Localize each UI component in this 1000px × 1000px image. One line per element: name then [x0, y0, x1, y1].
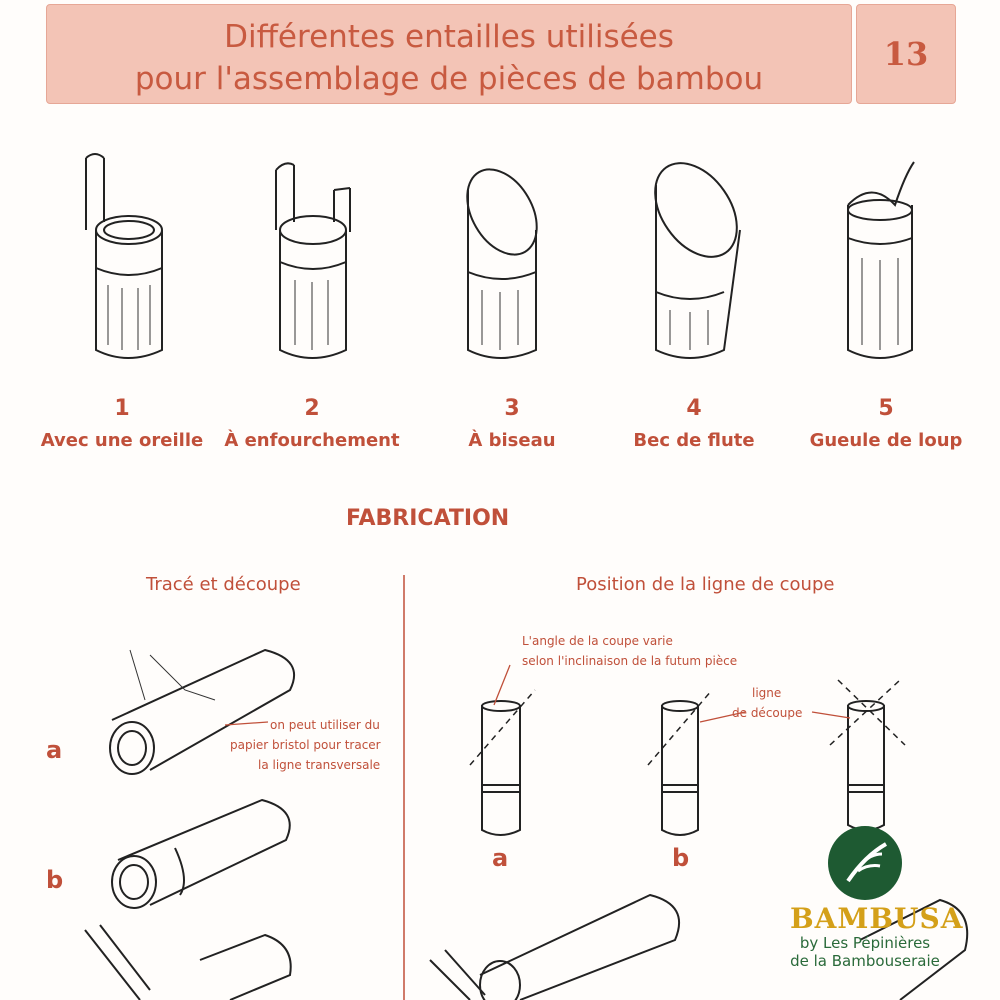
notch-5-name: Gueule de loup: [809, 430, 963, 451]
cut-line-note-line-1: ligne: [752, 686, 782, 700]
step-b-label: b: [46, 866, 64, 894]
saw-cut-illustration: [430, 895, 679, 1000]
logo-tagline-1: by Les Pépinières: [799, 934, 931, 952]
cut-position-b-illustration: [648, 690, 745, 835]
page-number: 13: [856, 4, 956, 104]
notch-3-name: À biseau: [468, 430, 556, 451]
bristol-note-line-2: papier bristol pour tracer: [230, 738, 381, 752]
notch-1-name: Avec une oreille: [40, 430, 204, 451]
cut-position-a-illustration: [470, 665, 535, 835]
logo-tagline-2: de la Bambouseraie: [790, 952, 940, 970]
notch-1-illustration: [86, 154, 162, 358]
notch-4-illustration: [638, 148, 753, 358]
notch-5-number: 5: [878, 396, 894, 421]
angle-note-line-2: selon l'inclinaison de la futum pièce: [522, 654, 738, 668]
notch-4-number: 4: [686, 396, 702, 421]
notch-4-name: Bec de flute: [633, 430, 755, 451]
notch-5-illustration: [848, 162, 914, 358]
notch-3-illustration: [453, 157, 551, 358]
right-section-title: Position de la ligne de coupe: [576, 574, 835, 595]
cut-position-b-label: b: [672, 844, 690, 872]
notch-2-number: 2: [304, 396, 320, 421]
cut-position-c-illustration: [812, 680, 905, 830]
title-line-1: Différentes entailles utilisées: [224, 19, 674, 55]
step-a-label: a: [46, 736, 63, 764]
bristol-note-line-3: la ligne transversale: [258, 758, 381, 772]
cut-line-note-line-2: de découpe: [732, 706, 803, 720]
fabrication-title: FABRICATION: [346, 506, 510, 531]
title-line-2: pour l'assemblage de pièces de bambou: [134, 61, 764, 97]
logo-name: BAMBUSA: [790, 902, 964, 935]
angle-note-line-1: L'angle de la coupe varie: [522, 634, 673, 648]
notch-2-name: À enfourchement: [224, 430, 400, 451]
notch-1-number: 1: [114, 396, 130, 421]
cut-position-a-label: a: [492, 844, 509, 872]
bamboo-leaf-icon: [828, 826, 902, 900]
notch-3-number: 3: [504, 396, 520, 421]
notch-2-illustration: [276, 163, 350, 358]
step-b-illustration: [112, 800, 290, 908]
left-section-title: Tracé et découpe: [146, 574, 301, 595]
bristol-note-line-1: on peut utiliser du: [270, 718, 380, 732]
saw-illustration: [85, 925, 291, 1000]
